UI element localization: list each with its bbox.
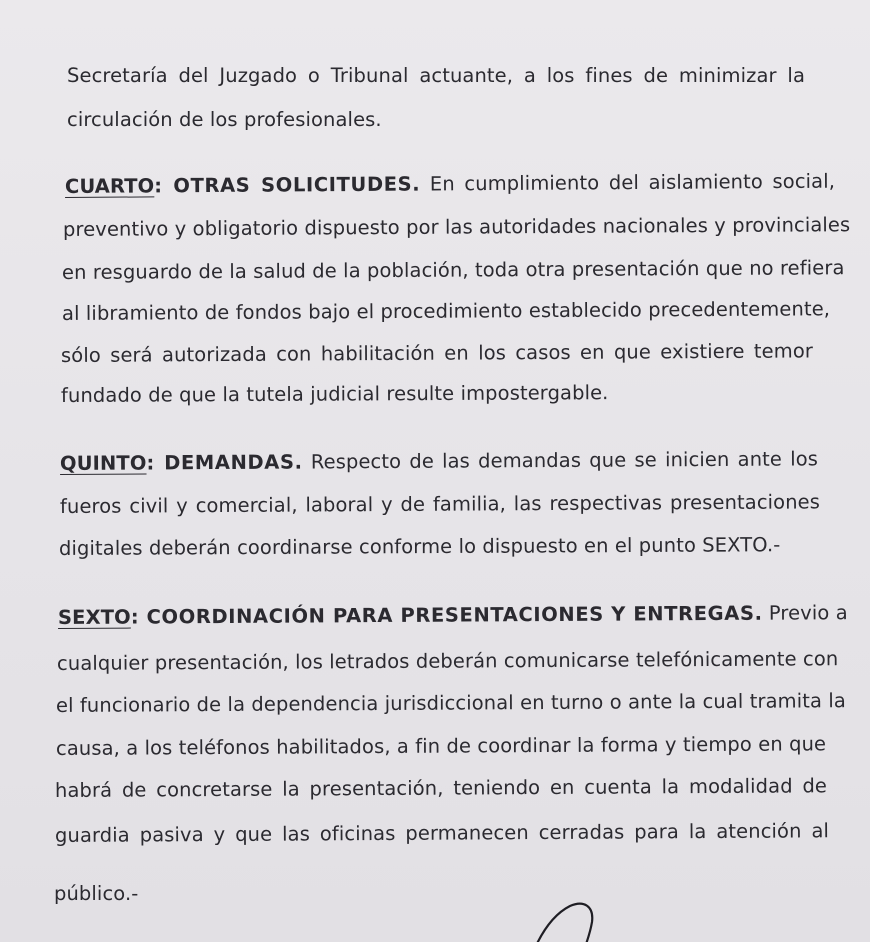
paragraph-line: habrá de concretarse la presentación, teniendo en cuenta la modalidad de <box>54 774 828 802</box>
paragraph-line: fueros civil y comercial, laboral y de familia, las respectivas presentaciones <box>59 490 821 518</box>
paragraph-line: causa, a los teléfonos habilitados, a fin de coordinar la forma y tiempo en que <box>55 732 827 760</box>
paragraph-line: en resguardo de la salud de la población, toda otra presentación que no refiera <box>61 256 845 284</box>
section-quinto-text: Respecto de las demandas que se inicien ante los <box>302 447 819 474</box>
paragraph-line: guardia pasiva y que las oficinas permanecen cerradas para la atención al <box>54 819 830 847</box>
paragraph-line: digitales deberán coordinarse conforme lo dispuesto en el punto SEXTO.- <box>58 533 781 560</box>
paragraph-line: el funcionario de la dependencia jurisdiccional en turno o ante la cual tramita la <box>55 689 846 717</box>
section-quinto-heading: : DEMANDAS. <box>146 450 303 475</box>
section-sexto-first-line <box>57 601 848 629</box>
section-sexto-text: Previo a <box>762 601 848 625</box>
signature-mark <box>528 892 618 942</box>
section-sexto-heading: : COORDINACIÓN PARA PRESENTACIONES Y ENTREGAS. <box>130 601 763 629</box>
section-quinto-first-line <box>60 447 818 475</box>
section-sexto-label: SEXTO <box>57 605 131 629</box>
paragraph-line: al libramiento de fondos bajo el procedimiento establecido precedentemente, <box>61 297 831 325</box>
paragraph-line: fundado de que la tutela judicial resulte impostergable. <box>60 381 609 407</box>
section-cuarto-text: En cumplimiento del aislamiento social, <box>420 169 836 196</box>
section-quinto-label: QUINTO <box>59 451 147 475</box>
paragraph-line: sólo será autorizada con habilitación en los casos en que existiere temor <box>60 339 814 367</box>
section-cuarto-label: CUARTO <box>64 174 155 198</box>
section-cuarto-heading: : OTRAS SOLICITUDES. <box>154 172 421 198</box>
paragraph-line: circulación de los profesionales. <box>67 108 382 131</box>
paragraph-line: público.- <box>54 882 139 905</box>
paragraph-line: Secretaría del Juzgado o Tribunal actuante, a los fines de minimizar la <box>67 64 805 87</box>
paragraph-line: preventivo y obligatorio dispuesto por las autoridades nacionales y provinciales <box>62 213 851 241</box>
section-cuarto-first-line <box>65 170 835 198</box>
paragraph-line: cualquier presentación, los letrados deberán comunicarse telefónicamente con <box>56 647 839 675</box>
